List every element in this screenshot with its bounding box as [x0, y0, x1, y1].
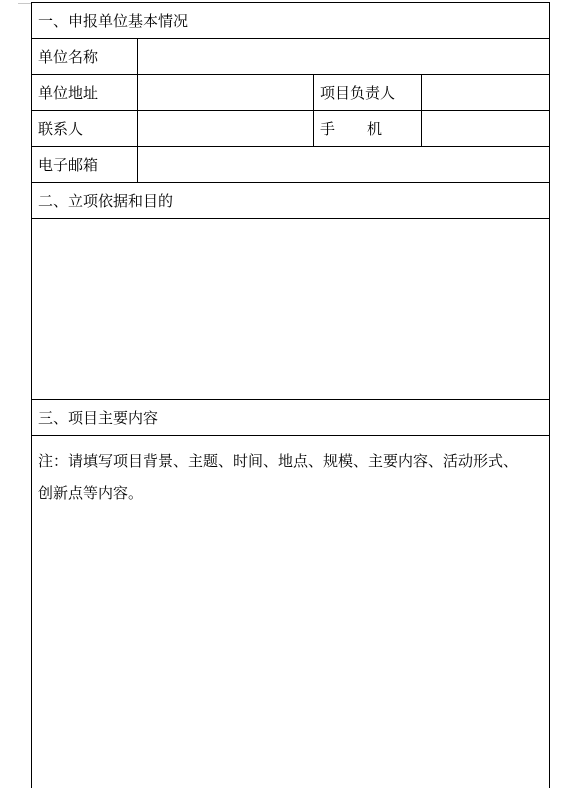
section2-content-field[interactable] [32, 219, 550, 400]
section3-header-row [32, 400, 550, 436]
section3-note-line2: 创新点等内容。 [38, 484, 144, 502]
project-lead-field[interactable] [422, 75, 550, 111]
unit-name-label: 单位名称 [32, 39, 138, 75]
email-label: 电子邮箱 [32, 147, 138, 183]
section1-title: 一、申报单位基本情况 [32, 3, 550, 39]
section3-note-line1: 注：请填写项目背景、主题、时间、地点、规模、主要内容、活动形式、 [38, 452, 519, 470]
section3-content-field[interactable] [32, 436, 550, 788]
page-corner-mark [18, 3, 31, 4]
mobile-label-b: 机 [367, 119, 383, 138]
section2-title: 二、立项依据和目的 [32, 183, 550, 219]
email-row [32, 147, 550, 183]
application-form-table [31, 2, 550, 788]
unit-address-label: 单位地址 [32, 75, 138, 111]
contact-label: 联系人 [32, 111, 138, 147]
unit-address-field[interactable] [138, 75, 314, 111]
section1-header-row [32, 3, 550, 39]
section2-header-row [32, 183, 550, 219]
section3-content-row [32, 436, 550, 788]
unit-address-row [32, 75, 550, 111]
project-lead-label: 项目负责人 [314, 75, 422, 111]
contact-row [32, 111, 550, 147]
section2-content-row [32, 219, 550, 400]
contact-field[interactable] [138, 111, 314, 147]
mobile-field[interactable] [422, 111, 550, 147]
email-field[interactable] [138, 147, 550, 183]
unit-name-row [32, 39, 550, 75]
unit-name-field[interactable] [138, 39, 550, 75]
mobile-label-a: 手 [320, 119, 336, 138]
mobile-label [314, 111, 422, 147]
section3-title: 三、项目主要内容 [32, 400, 550, 436]
